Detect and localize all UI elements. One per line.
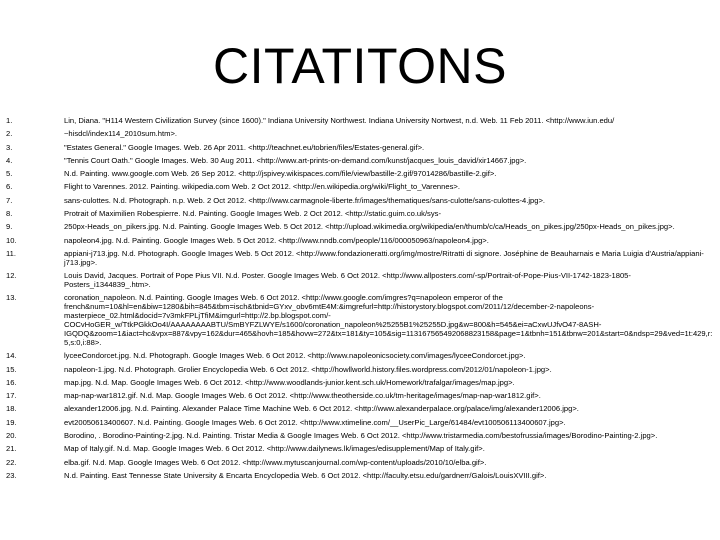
citation-text: sans-culottes. N.d. Photograph. n.p. Web. 2 Oct 2012. <http://www.carmagnole-liberte.fr/images/thematiques/sans-culotte/sans-culottes-4.jpg>. (64, 195, 546, 205)
citation-text: Lin, Diana. "H114 Western Civilization Survey (since 1600)." Indiana University Northwest. Indiana University Nortwest, n.d. Web. 11 Feb 2011. <http://www.iun.edu/ (64, 116, 615, 125)
citation-text: elba.gif. N.d. Map. Google Images Web. 6 Oct 2012. <http://www.mytuscanjournal.com/wp-content/uploads/2010/10/elba.gif>. (64, 457, 487, 467)
citation-text: napoleon4.jpg. N.d. Painting. Google Images Web. 5 Oct 2012. <http://www.nndb.com/people/116/000050963/napoleon4.jpg>. (64, 235, 489, 245)
citation-item (6, 379, 714, 388)
citation-number: 10. (6, 235, 17, 245)
citation-item (6, 432, 714, 441)
citation-number: 6. (6, 182, 13, 192)
citation-text: ~hisdcl/index114_2010sum.htm>. (64, 129, 177, 139)
citation-number: 12. (6, 271, 17, 281)
citation-number: 8. (6, 209, 13, 219)
citation-item (6, 223, 714, 232)
citation-text: N.d. Painting. East Tennesse State University & Encarta Encyclopedia Web. 6 Oct 2012. <http://faculty.etsu.edu/gardnerr/Galois/LouisXVIII.gif>. (64, 470, 547, 480)
citation-number: 19. (6, 417, 17, 427)
citation-text: 250px-Heads_on_pikers.jpg. N.d. Painting. Google Images Web. 5 Oct 2012. <http://upload.wikimedia.org/wikipedia/en/thumb/c/ca/Heads_on_pikes.jpg/250px-Heads_on_pikes.jpg>. (64, 222, 675, 232)
citation-number: 17. (6, 391, 17, 401)
citation-item (6, 197, 714, 206)
citation-text: Borodino, . Borodino-Painting-2.jpg. N.d. Painting. Tristar Media & Google Images Web. 6 Oct 2012. <http://www.tristarmedia.com/bestofrussia/images/Borodino-Painting-2.jpg>. (64, 430, 658, 440)
citation-number: 22. (6, 457, 17, 467)
citation-item (6, 366, 714, 375)
citation-number: 21. (6, 444, 17, 454)
citation-item (6, 237, 714, 246)
citation-text: Map of Italy.gif. N.d. Map. Google Images Web. 6 Oct 2012. <http://www.dailynews.lk/images/edisupplement/Map of Italy.gif>. (64, 444, 485, 454)
citation-text: lyceeCondorcet.jpg. N.d. Photograph. Google Images Web. 6 Oct 2012. <http://www.napoleonicsociety.com/images/lyceeCondorcet.jpg>. (64, 351, 526, 361)
citation-number: 14. (6, 351, 17, 361)
citation-list (6, 117, 714, 485)
citation-text: Louis David, Jacques. Portrait of Pope Pius VII. N.d. Poster. Google Images Web. 6 Oct 2012. <http://www.allposters.com/-sp/Portrait-of-Pope-Pius-VII-1742-1823-1805-Posters_i1344839_.htm>. (64, 271, 631, 290)
citation-item (6, 157, 714, 166)
citation-item (6, 144, 714, 153)
citation-item (6, 445, 714, 454)
citation-text: appiani-j713.jpg. N.d. Photograph. Google Images Web. 5 Oct 2012. <http://www.fondazioneratti.org/img/mostre/Ritratti di signore. Joséphine de Beauharnais e Maria Luigia d'Austria/appiani-j713.jpg>. (64, 248, 704, 267)
citation-item (6, 405, 714, 414)
citation-text: N.d. Painting. www.google.com Web. 26 Sep 2012. <http://jspivey.wikispaces.com/file/view/bastille-2.gif/97014286/bastille-2.gif>. (64, 169, 497, 179)
citation-item (6, 250, 714, 268)
citation-text: "Tennis Court Oath." Google Images. Web. 30 Aug 2011. <http://www.art-prints-on-demand.com/kunst/jacques_louis_david/xir14667.jpg>. (64, 155, 527, 165)
page-title: CITATITONS (213, 38, 507, 94)
citation-item (6, 294, 714, 347)
citation-item (6, 392, 714, 401)
citation-number: 1. (6, 116, 13, 125)
citation-text: "Estates General." Google Images. Web. 26 Apr 2011. <http://teachnet.eu/tobrien/files/Estates-general.gif>. (64, 142, 425, 152)
citation-text: alexander12006.jpg. N.d. Painting. Alexander Palace Time Machine Web. 6 Oct 2012. <http://www.alexanderpalace.org/palace/img/alexander12006.jpg>. (64, 404, 579, 414)
citation-item (6, 459, 714, 468)
citation-number: 2. (6, 129, 13, 139)
citation-number: 20. (6, 430, 17, 440)
citation-number: 9. (6, 222, 13, 232)
citation-text: coronation_napoleon. N.d. Painting. Google Images Web. 6 Oct 2012. <http://www.google.com/imgres?q=napoleon emperor of the french&num=10&hl=en&biw=1280&bih=845&tbm=isch&tbnid=GYxv_obv6mtE4M:&imgrefurl=http://historystory.blogspot.com/2011/12/december-2-napoleons-masterpiece_02.html&docid=7v3mkFPLjTfiM&imgurl=http://2.bp.blogspot.com/-COCvHoGER_w/TtkPGkkOo4I/AAAAAAAABTU/SmBYFZLWYE/s1600/coronation_napoleon%25255B1%25255D.jpg&w=800&h=545&ei=aCxwUJfvO47-8ASH-IGQDQ&zoom=1&iact=hc&vpx=887&vpy=162&dur=465&hovh=185&hovw=272&tx=181&ty=105&sig=113167565492068823158&page=1&tbnh=151&tbnw=201&start=0&ndsp=29&ved=1t:429,r:5,s:0,i:88>. (64, 293, 713, 347)
citation-number: 4. (6, 155, 13, 165)
citation-item (6, 117, 714, 126)
citation-number: 15. (6, 364, 17, 374)
citation-item (6, 472, 714, 481)
citation-number: 23. (6, 470, 17, 480)
citation-item (6, 352, 714, 361)
citation-text: map.jpg. N.d. Map. Google Images Web. 6 Oct 2012. <http://www.woodlands-junior.kent.sch.uk/Homework/trafalgar/images/map.jpg>. (64, 377, 515, 387)
citation-number: 11. (6, 248, 16, 258)
citation-item (6, 419, 714, 428)
citation-number: 7. (6, 195, 13, 205)
citation-number: 16. (6, 377, 17, 387)
citation-item (6, 272, 714, 290)
citation-number: 5. (6, 169, 13, 179)
citation-item (6, 210, 714, 219)
citation-text: map-nap-war1812.gif. N.d. Map. Google Images Web. 6 Oct 2012. <http://www.theotherside.co.uk/tm-heritage/images/map-nap-war1812.gif>. (64, 391, 541, 401)
citation-number: 13. (6, 293, 17, 303)
citation-text: napoleon-1.jpg. N.d. Photograph. Grolier Encyclopedia Web. 6 Oct 2012. <http://howllworld.history.files.wordpress.com/2012/01/napoleon-1.jpg>. (64, 364, 552, 374)
citation-text: Flight to Varennes. 2012. Painting. wikipedia.com Web. 2 Oct 2012. <http://en.wikipedia.org/wiki/Flight_to_Varennes>. (64, 182, 460, 192)
citation-item (6, 183, 714, 192)
citation-item (6, 170, 714, 179)
citation-text: Protrait of Maximilien Robespierre. N.d. Painting. Google Images Web. 2 Oct 2012. <http://static.guim.co.uk/sys- (64, 209, 441, 219)
citation-text: evt20050613400607. N.d. Painting. Google Images Web. 6 Oct 2012. <http://www.xtimeline.com/__UserPic_Large/61484/evt100506113400607.jpg>. (64, 417, 566, 427)
citation-number: 3. (6, 142, 13, 152)
citation-item (6, 130, 714, 139)
citation-number: 18. (6, 404, 17, 414)
